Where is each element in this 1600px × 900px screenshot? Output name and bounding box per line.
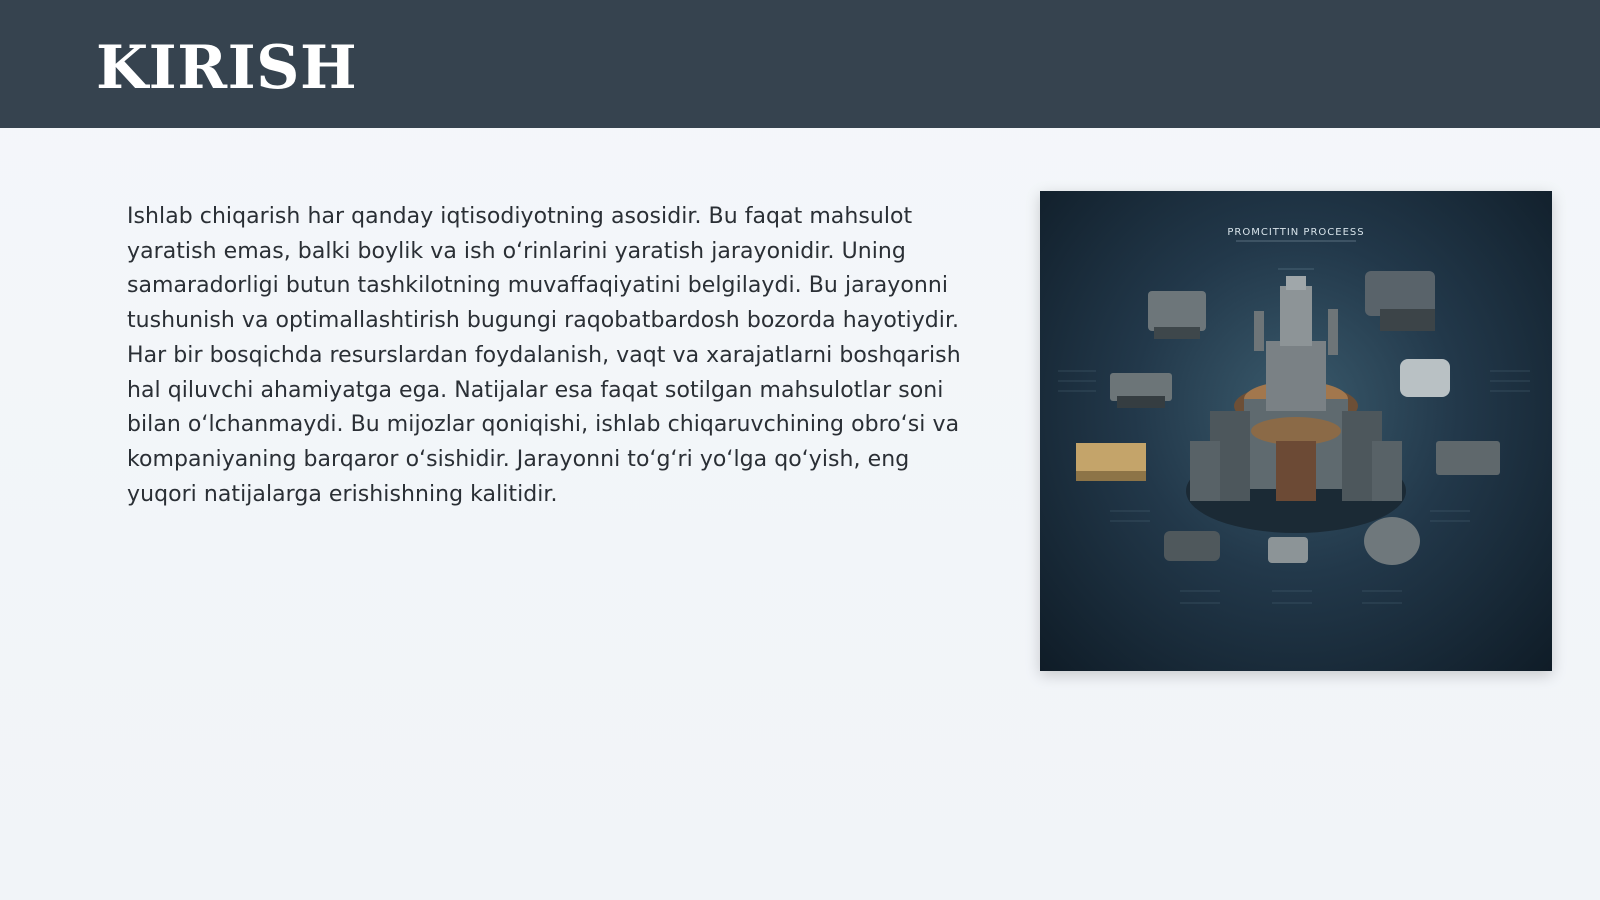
title-bar [0,0,1600,128]
body-paragraph: Ishlab chiqarish har qanday iqtisodiyotning asosidir. Bu faqat mahsulot yaratish emas, balki boylik va ish o‘rinlarini yaratish jarayonidir. Uning samaradorligi butun tashkilotning muvaffaqiyatini belgilaydi. Bu jarayonni tushunish va optimallashtirish bugungi raqobatbardosh bozorda hayotiydir. Har bir bosqichda resurslardan foydalanish, vaqt va xarajatlarni boshqarish hal qiluvchi ahamiyatga ega. Natijalar esa faqat sotilgan mahsulotlar soni bilan o‘lchanmaydi. Bu mijozlar qoniqishi, ishlab chiqaruvchining obro‘si va kompaniyaning barqaror o‘sishidir. Jarayonni to‘g‘ri yo‘lga qo‘yish, eng yuqori natijalarga erishishning kalitidir. [127,204,961,507]
production-process-illustration [1040,191,1552,671]
illustration-caption: PROMCITTIN PROCEESS [1227,227,1365,238]
slide-title: KIRISH [96,33,358,103]
factory-illustration-graphic [1040,191,1552,671]
